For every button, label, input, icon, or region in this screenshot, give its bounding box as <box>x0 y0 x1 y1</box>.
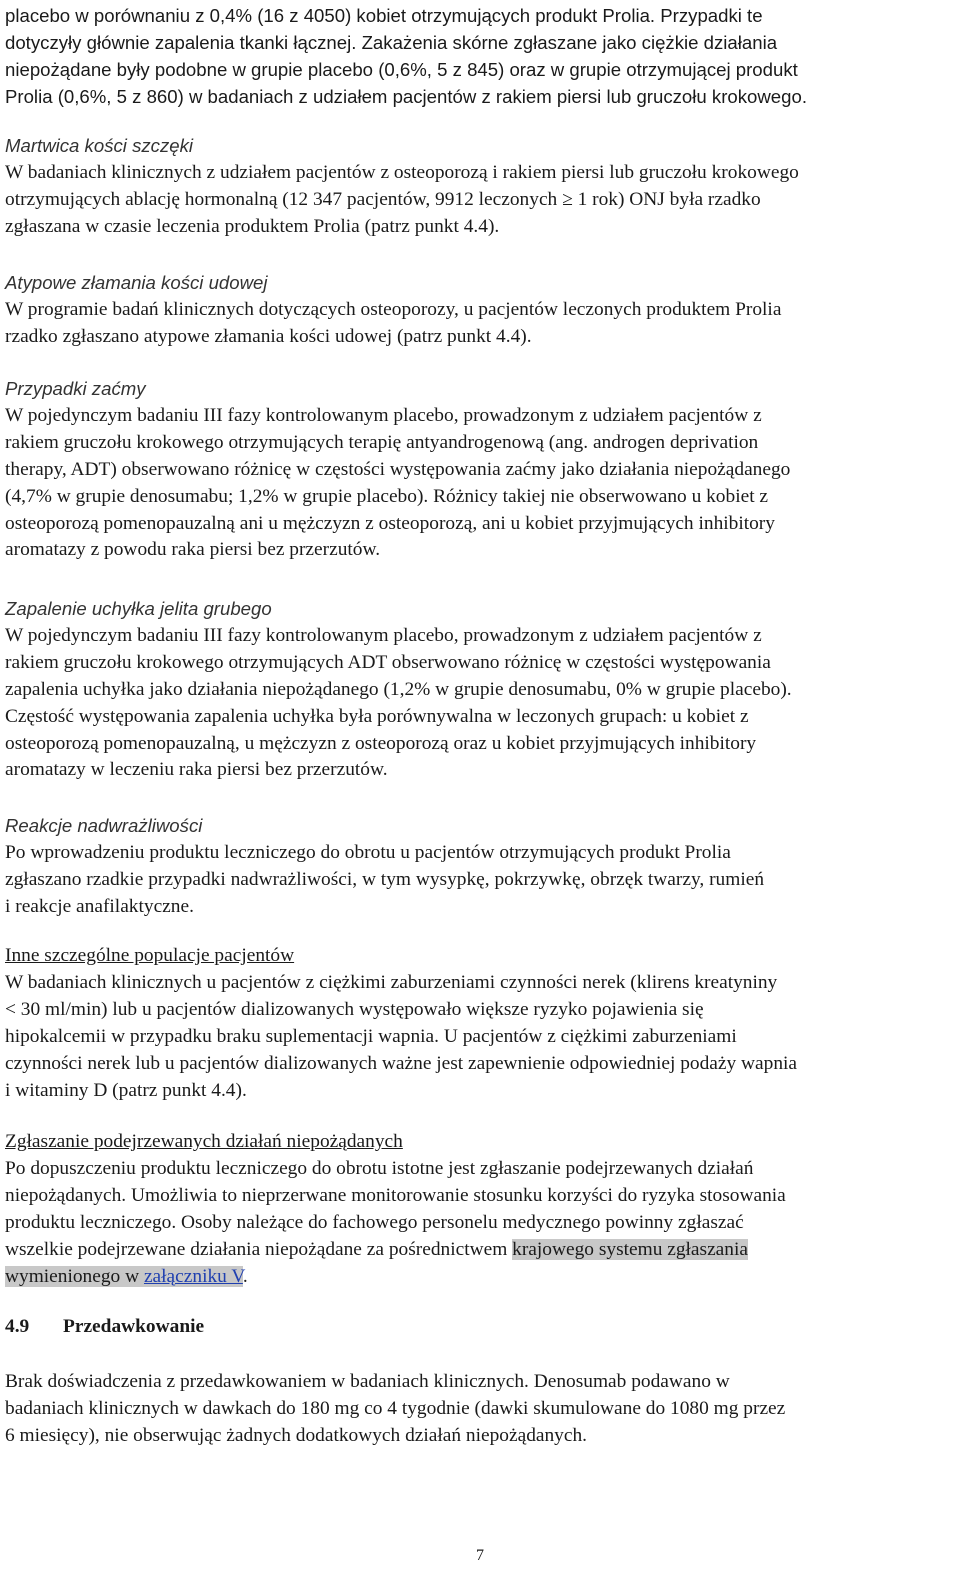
intro-paragraph <box>5 3 950 111</box>
hypersensitivity-line: Po wprowadzeniu produktu leczniczego do obrotu u pacjentów otrzymujących produkt Prolia <box>5 841 731 863</box>
intro-line: dotyczyły głównie zapalenia tkanki łącznej. Zakażenia skórne zgłaszane jako ciężkie działania <box>5 31 778 53</box>
reporting-heading: Zgłaszanie podejrzewanych działań niepożądanych <box>5 1131 403 1152</box>
special-populations-heading: Inne szczególne populacje pacjentów <box>5 945 295 966</box>
highlighted-text <box>5 1266 243 1287</box>
reporting-line: niepożądanych. Umożliwia to nieprzerwane monitorowanie stosunku korzyści do ryzyka stosowania <box>5 1184 786 1206</box>
cataract-line: rakiem gruczołu krokowego otrzymujących terapię antyandrogenową (ang. androgen deprivation <box>5 431 759 453</box>
overdose-line: Brak doświadczenia z przedawkowaniem w badaniach klinicznych. Denosumab podawano w <box>5 1371 730 1392</box>
reporting-text: wszelkie podejrzewane działania niepożądane za pośrednictwem <box>5 1238 513 1260</box>
cataract-line: osteoporozą pomenopauzalną ani u mężczyzn z osteoporozą, ani u kobiet przyjmujących inhibitory <box>5 512 775 534</box>
diverticulitis-heading: Zapalenie uchyłka jelita grubego <box>5 598 272 619</box>
femur-heading: Atypowe złamania kości udowej <box>5 272 268 293</box>
reporting-line <box>5 1237 950 1264</box>
overdose-line: 6 miesięcy), nie obserwując żadnych dodatkowych działań niepożądanych. <box>5 1424 588 1446</box>
page-number: 7 <box>476 1547 484 1564</box>
intro-line: placebo w porównaniu z 0,4% (16 z 4050) kobiet otrzymujących produkt Prolia. Przypadki te <box>5 5 763 26</box>
hypersensitivity-line: zgłaszano rzadkie przypadki nadwrażliwości, w tym wysypkę, pokrzywkę, obrzęk twarzy, rumień <box>5 868 765 890</box>
special-populations-line: czynności nerek lub u pacjentów dializowanych ważne jest zapewnienie odpowiedniej podaży wapnia <box>5 1052 798 1074</box>
diverticulitis-line: osteoporozą pomenopauzalną, u mężczyzn z osteoporozą oraz u kobiet przyjmujących inhibitory <box>5 732 757 754</box>
overdose-paragraph <box>5 1369 950 1450</box>
cataract-section <box>5 376 950 564</box>
diverticulitis-section <box>5 596 950 784</box>
onj-line: otrzymujących ablację hormonalną (12 347 pacjentów, 9912 leczonych ≥ 1 rok) ONJ była rzadko <box>5 188 761 210</box>
reporting-line: produktu leczniczego. Osoby należące do fachowego personelu medycznego powinny zgłaszać <box>5 1211 744 1233</box>
reporting-line <box>5 1264 950 1291</box>
special-populations-line: i witaminy D (patrz punkt 4.4). <box>5 1079 247 1101</box>
annex-v-link[interactable]: załączniku V <box>143 1265 243 1287</box>
onj-heading: Martwica kości szczęki <box>5 135 194 156</box>
femur-line: W programie badań klinicznych dotyczących osteoporozy, u pacjentów leczonych produktem Prolia <box>5 298 782 320</box>
overdose-section-title <box>5 1316 204 1338</box>
special-populations-line: < 30 ml/min) lub u pacjentów dializowanych występowało większe ryzyko pojawienia się <box>5 998 704 1020</box>
highlighted-text: krajowego systemu zgłaszania <box>512 1238 748 1260</box>
diverticulitis-line: aromatazy w leczeniu raka piersi bez przerzutów. <box>5 759 388 781</box>
highlighted-text-part: wymienionego w <box>5 1265 144 1287</box>
cataract-line: therapy, ADT) obserwowano różnicę w częstości występowania zaćmy jako działania niepożądanego <box>5 458 791 480</box>
femur-section <box>5 270 950 351</box>
diverticulitis-line: W pojedynczym badaniu III fazy kontrolowanym placebo, prowadzonym z udziałem pacjentów z <box>5 624 762 646</box>
hypersensitivity-heading: Reakcje nadwrażliwości <box>5 815 203 836</box>
section-number: 4.9 <box>5 1316 30 1337</box>
special-populations-line: hipokalcemii w przypadku braku suplementacji wapnia. U pacjentów z ciężkimi zaburzeniami <box>5 1025 737 1047</box>
section-title-text: Przedawkowanie <box>63 1316 205 1337</box>
onj-line: zgłaszana w czasie leczenia produktem Prolia (patrz punkt 4.4). <box>5 215 500 237</box>
cataract-line: aromatazy z powodu raka piersi bez przerzutów. <box>5 539 381 561</box>
reporting-section <box>5 1129 950 1290</box>
femur-line: rzadko zgłaszano atypowe złamania kości udowej (patrz punkt 4.4). <box>5 325 532 347</box>
diverticulitis-line: Częstość występowania zapalenia uchyłka była porównywalna w leczonych grupach: u kobiet z <box>5 705 749 727</box>
special-populations-section <box>5 943 950 1104</box>
overdose-line: badaniach klinicznych w dawkach do 180 mg co 4 tygodnie (dawki skumulowane do 1080 mg przez <box>5 1397 786 1419</box>
special-populations-line: W badaniach klinicznych u pacjentów z ciężkimi zaburzeniami czynności nerek (klirens kreatyniny <box>5 971 778 993</box>
cataract-line: W pojedynczym badaniu III fazy kontrolowanym placebo, prowadzonym z udziałem pacjentów z <box>5 404 762 426</box>
cataract-line: (4,7% w grupie denosumabu; 1,2% w grupie placebo). Różnicy takiej nie obserwowano u kobiet z <box>5 485 769 507</box>
onj-line: W badaniach klinicznych z udziałem pacjentów z osteoporozą i rakiem piersi lub gruczołu krokowego <box>5 161 799 183</box>
diverticulitis-line: rakiem gruczołu krokowego otrzymujących ADT obserwowano różnicę w częstości występowania <box>5 651 771 673</box>
hypersensitivity-line: i reakcje anafilaktyczne. <box>5 895 194 917</box>
intro-line: niepożądane były podobne w grupie placebo (0,6%, 5 z 845) oraz w grupie otrzymującej produkt <box>5 58 798 80</box>
intro-line: Prolia (0,6%, 5 z 860) w badaniach z udziałem pacjentów z rakiem piersi lub gruczołu krokowego. <box>5 85 807 107</box>
diverticulitis-line: zapalenia uchyłka jako działania niepożądanego (1,2% w grupie denosumabu, 0% w grupie placebo). <box>5 678 792 700</box>
onj-section <box>5 133 950 241</box>
cataract-heading: Przypadki zaćmy <box>5 378 146 399</box>
hypersensitivity-section <box>5 813 950 921</box>
reporting-line: Po dopuszczeniu produktu leczniczego do obrotu istotne jest zgłaszanie podejrzewanych działań <box>5 1157 754 1179</box>
reporting-period: . <box>242 1265 248 1287</box>
